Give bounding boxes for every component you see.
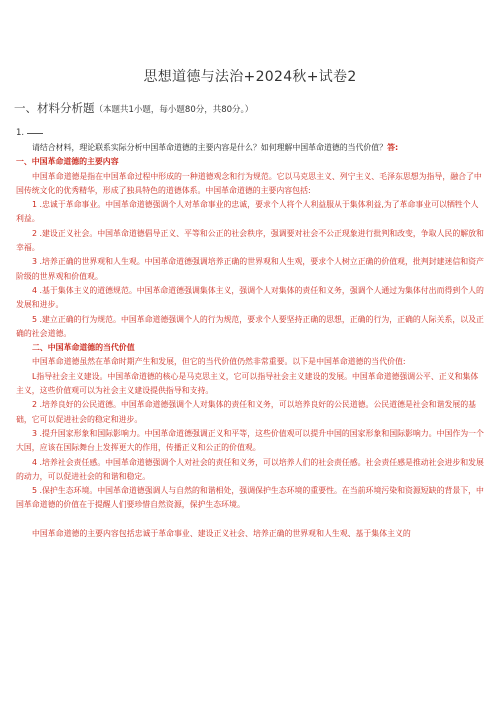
value-item: L指导社会主义建设。中国革命道德的核心是马克思主义，它可以指导社会主义建设的发展。中国革命道德强调公平、正义和集体主义，这些价值观可以为社会主义建设提供指导和支持。 bbox=[16, 371, 479, 396]
document-title: 思想道德与法治+2024秋+试卷2 bbox=[143, 69, 357, 85]
intro2-paragraph: 中国革命道德虽然在革命时期产生和发展，但它的当代价值仍然非常重要。以下是中国革命道德的当代价值: bbox=[32, 357, 406, 367]
question-text bbox=[16, 141, 484, 155]
section-title: 一、材料分析题 bbox=[14, 101, 95, 115]
content-item: 5 .建立正确的行为规范。中国革命道德强调个人的行为规范，要求个人要坚持正确的思想，正确的行为，正确的人际关系，以及正确的社会道德。 bbox=[16, 314, 484, 338]
heading-main-content: 一、中国革命道德的主要内容 bbox=[16, 157, 119, 167]
content-item: 3 .培养正确的世界观和人生观。中国革命道德强调培养正确的世界观和人生观，要求个人树立正确的价值观，批判封建迷信和资产阶级的世界观和价值观。 bbox=[16, 257, 484, 281]
question-number bbox=[16, 128, 43, 138]
value-item: 5 .保护生态环境。中国革命道德强调人与自然的和谐相处，强调保护生态环境的重要性。在当前环境污染和资源短缺的背景下，中国革命道德的价值在于提醒人们要珍惜自然资源，保护生态环境。 bbox=[16, 486, 484, 510]
question-number-label: 1. bbox=[16, 128, 25, 138]
content-item: 1 .忠诚于革命事业。中国革命道德强调个人对革命事业的忠诚，要求个人将个人利益服从于集体利益,为了革命事业可以牺牲个人利益。 bbox=[16, 200, 479, 224]
section-heading bbox=[14, 100, 253, 116]
answer-body bbox=[16, 141, 484, 541]
question-prompt: 请结合材料，理论联系实际分析中国革命道德的主要内容是什么？如何理解中国革命道德的当代价值？ bbox=[32, 143, 388, 152]
score-blank bbox=[27, 133, 43, 134]
heading-contemporary-value: 二、中国革命道德的当代价值 bbox=[32, 343, 135, 353]
paragraph-gap bbox=[16, 513, 484, 527]
intro-paragraph: 中国革命道德是指在中国革命过程中形成的一种道德观念和行为规范。它以马克思主义、列宁主义、毛泽东思想为指导，融合了中国传统文化的优秀精华，形成了独具特色的道德体系。中国革命道德的主要内容包括: bbox=[16, 171, 482, 195]
content-item: 4 .基于集体主义的道德规范。中国革命道德强调集体主义，强调个人对集体的责任和义务，强调个人通过为集体付出而得到个人的发展和进步。 bbox=[16, 285, 484, 310]
section-note: （本题共1小题，每小题80分，共80分。） bbox=[94, 105, 254, 115]
value-item: 4 .培养社会责任感。中国革命道德强调个人对社会的责任和义务，可以培养人们的社会责任感。社会责任感是推动社会进步和发展的动力，可以促进社会的和谐和稳定。 bbox=[16, 457, 484, 481]
answer-label: 答: bbox=[387, 143, 399, 152]
value-item: 2 .培养良好的公民道德。中国革命道德强调个人对集体的责任和义务，可以培养良好的公民道德。公民道德是社会和谐发展的基础，它可以促进社会的稳定和进步。 bbox=[16, 400, 477, 424]
content-item: 2 .建设正义社会。中国革命道德倡导正义、平等和公正的社会秩序，强调要对社会不公正现象进行批判和改变，争取人民的解放和幸福。 bbox=[16, 228, 484, 253]
value-item: 3 .提升国家形象和国际影响力。中国革命道德强调正义和平等，这些价值观可以提升中国的国家形象和国际影响力。中国作为一个大国，应该在国际舞台上发挥更大的作用，传播正义和公正的价值观。 bbox=[16, 428, 484, 453]
conclusion-paragraph: 中国革命道德的主要内容包括忠诚于革命事业、建设正义社会、培养正确的世界观和人生观、基于集体主义的 bbox=[32, 528, 411, 538]
